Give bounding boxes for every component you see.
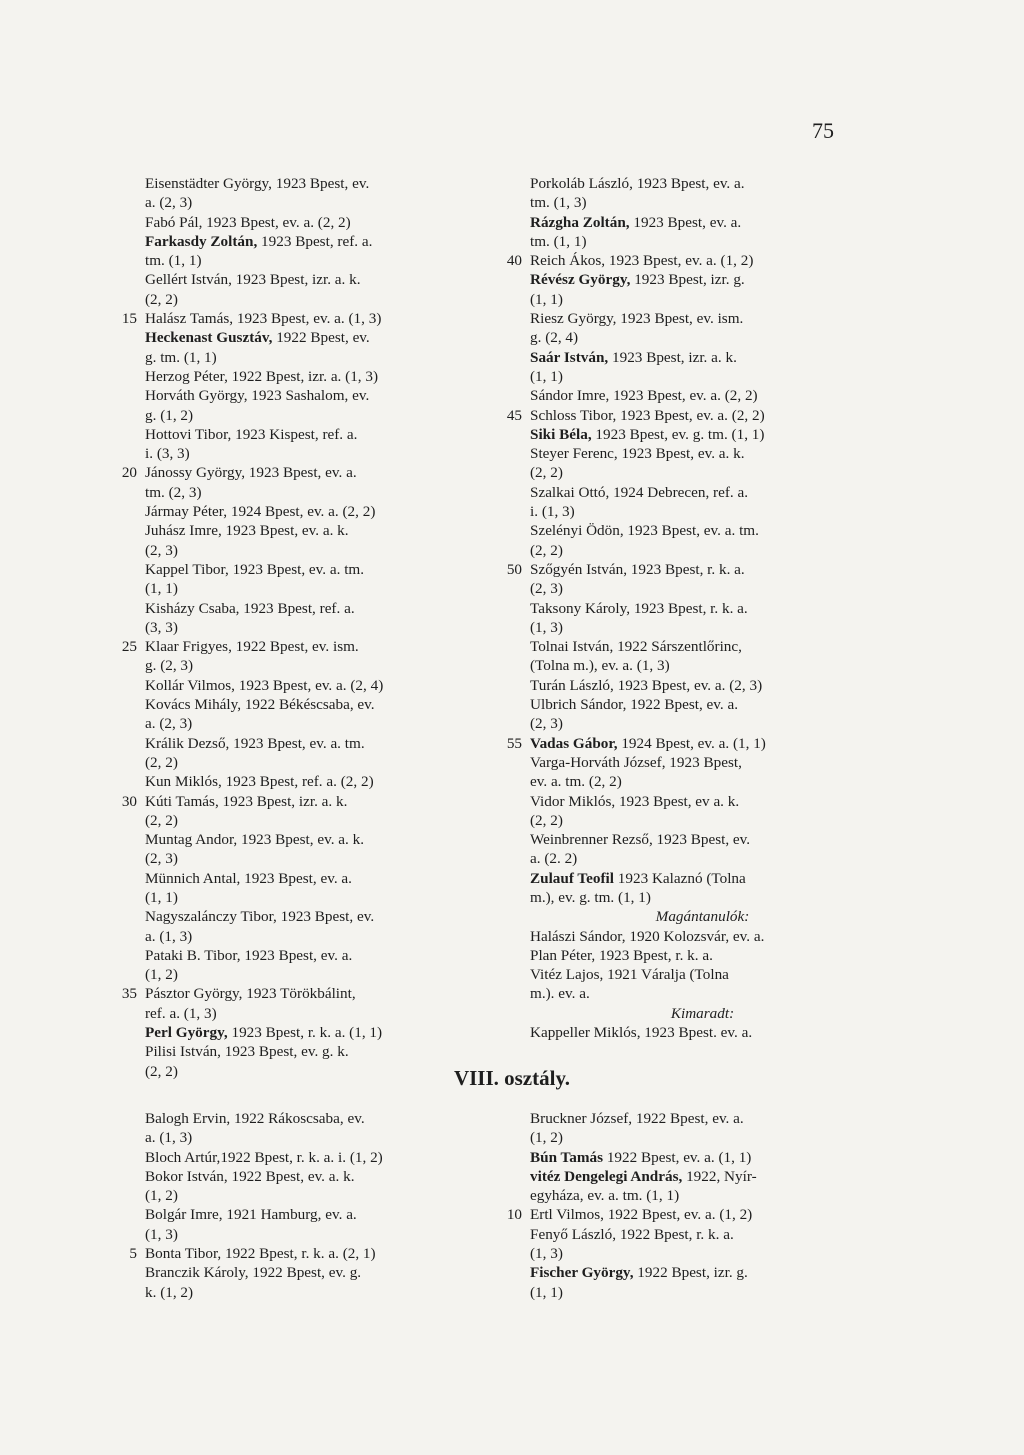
- line-text: 1923 Bpest, r. k. a. (1, 1): [227, 1024, 383, 1042]
- line-text: (1, 1): [530, 1283, 563, 1301]
- line-text: Kovács Mihály, 1922 Békéscsaba, ev.: [145, 696, 375, 714]
- roster-line: [145, 1167, 475, 1186]
- roster-line: [145, 753, 475, 772]
- roster-line: [530, 927, 875, 946]
- student-name-bold: Vadas Gábor,: [530, 734, 618, 752]
- roster-line: [145, 1128, 475, 1147]
- roster-line: [121, 792, 475, 811]
- roster-line: [530, 213, 875, 232]
- line-text: Reich Ákos, 1923 Bpest, ev. a. (1, 2): [530, 252, 754, 270]
- roster-line: [145, 406, 475, 425]
- roster-line: [145, 328, 475, 347]
- line-text: Bloch Artúr,1922 Bpest, r. k. a. i. (1, 2): [145, 1148, 383, 1166]
- roster-line: [145, 946, 475, 965]
- line-text: Branczik Károly, 1922 Bpest, ev. g.: [145, 1264, 362, 1282]
- line-text: i. (3, 3): [145, 445, 190, 463]
- line-text: a. (2. 2): [530, 850, 578, 868]
- roster-line: [121, 984, 475, 1003]
- line-text: (Tolna m.), ev. a. (1, 3): [530, 657, 670, 675]
- roster-line: [145, 927, 475, 946]
- line-text: (1, 3): [145, 1225, 178, 1243]
- roster-line: [145, 425, 475, 444]
- column-right-top: [506, 174, 875, 1042]
- line-text: Klaar Frigyes, 1922 Bpest, ev. ism.: [145, 638, 359, 656]
- roster-line: [145, 965, 475, 984]
- roster-line: [506, 406, 875, 425]
- roster-line: [145, 502, 475, 521]
- line-text: Szalkai Ottó, 1924 Debrecen, ref. a.: [530, 483, 749, 501]
- roster-line: [145, 830, 475, 849]
- roster-line: [530, 695, 875, 714]
- line-text: (2, 3): [530, 580, 563, 598]
- roster-line: [530, 174, 875, 193]
- roster-line: [506, 1205, 875, 1224]
- roster-line: [530, 425, 875, 444]
- line-text: Ertl Vilmos, 1922 Bpest, ev. a. (1, 2): [530, 1206, 753, 1224]
- line-text: tm. (1, 1): [145, 252, 202, 270]
- line-text: g. (2, 3): [145, 657, 194, 675]
- line-text: 1923 Bpest, ref. a.: [257, 232, 373, 250]
- line-text: (2, 3): [145, 850, 178, 868]
- line-text: Pásztor György, 1923 Törökbálint,: [145, 985, 356, 1003]
- line-text: (3, 3): [145, 618, 178, 636]
- line-text: 1923 Kalaznó (Tolna: [613, 869, 746, 887]
- roster-line: [530, 386, 875, 405]
- line-text: Schloss Tibor, 1923 Bpest, ev. a. (2, 2): [530, 406, 765, 424]
- line-text: Halászi Sándor, 1920 Kolozsvár, ev. a.: [530, 927, 765, 945]
- line-text: i. (1, 3): [530, 503, 575, 521]
- roster-line: [145, 386, 475, 405]
- line-text: ev. a. tm. (2, 2): [530, 773, 622, 791]
- roster-line: [530, 1148, 875, 1167]
- roster-line: [530, 946, 875, 965]
- roster-line: [145, 695, 475, 714]
- roster-line: [145, 618, 475, 637]
- roster-line: [145, 560, 475, 579]
- line-text: Turán László, 1923 Bpest, ev. a. (2, 3): [530, 676, 763, 694]
- line-text: Hottovi Tibor, 1923 Kispest, ref. a.: [145, 425, 358, 443]
- line-text: (1, 1): [145, 580, 178, 598]
- roster-line: [145, 483, 475, 502]
- line-text: Taksony Károly, 1923 Bpest, r. k. a.: [530, 599, 748, 617]
- line-text: m.). ev. a.: [530, 985, 590, 1003]
- roster-line: [530, 753, 875, 772]
- line-text: m.), ev. g. tm. (1, 1): [530, 888, 651, 906]
- line-text: Kúti Tamás, 1923 Bpest, izr. a. k.: [145, 792, 348, 810]
- line-text: (1, 3): [530, 1245, 563, 1263]
- roster-line: [530, 309, 875, 328]
- line-text: Kun Miklós, 1923 Bpest, ref. a. (2, 2): [145, 773, 374, 791]
- line-number: 35: [121, 985, 137, 1003]
- roster-line: [530, 328, 875, 347]
- roster-line: [145, 869, 475, 888]
- roster-line: [145, 676, 475, 695]
- student-name-bold: Saár István,: [530, 348, 609, 366]
- roster-line: [145, 1004, 475, 1023]
- line-text: Vitéz Lajos, 1921 Váralja (Tolna: [530, 966, 729, 984]
- roster-line: [145, 193, 475, 212]
- roster-line: [129, 1244, 475, 1263]
- line-text: (2, 2): [530, 811, 563, 829]
- student-name-bold: Farkasdy Zoltán,: [145, 232, 258, 250]
- line-text: Varga-Horváth József, 1923 Bpest,: [530, 753, 742, 771]
- roster-line: [145, 1225, 475, 1244]
- roster-line: [145, 772, 475, 791]
- roster-line: [530, 1109, 875, 1128]
- line-text: Horváth György, 1923 Sashalom, ev.: [145, 387, 370, 405]
- line-text: Jármay Péter, 1924 Bpest, ev. a. (2, 2): [145, 503, 376, 521]
- roster-line: [530, 270, 875, 289]
- roster-line: [530, 1186, 875, 1205]
- roster-line: [530, 714, 875, 733]
- line-text: (1, 1): [145, 888, 178, 906]
- roster-line: [145, 444, 475, 463]
- line-text: tm. (1, 1): [530, 232, 587, 250]
- line-text: (2, 2): [145, 1062, 178, 1080]
- line-text: Pilisi István, 1923 Bpest, ev. g. k.: [145, 1043, 349, 1061]
- roster-line: [530, 1244, 875, 1263]
- roster-line: [530, 792, 875, 811]
- roster-line: [121, 309, 475, 328]
- roster-line: [530, 888, 875, 907]
- roster-line: [145, 213, 475, 232]
- roster-line: [530, 348, 875, 367]
- roster-line: [530, 1225, 875, 1244]
- roster-line: [145, 1023, 475, 1042]
- roster-line: [145, 1148, 475, 1167]
- roster-line: [530, 618, 875, 637]
- line-text: k. (1, 2): [145, 1283, 194, 1301]
- roster-line: [530, 676, 875, 695]
- line-number: 5: [129, 1245, 137, 1263]
- roster-line: [145, 1205, 475, 1224]
- roster-line: [145, 367, 475, 386]
- student-name-bold: Zulauf Teofil: [530, 869, 614, 887]
- line-text: 1922 Bpest, ev. a. (1, 1): [603, 1148, 752, 1166]
- line-text: (1, 2): [530, 1129, 563, 1147]
- line-text: Nagyszalánczy Tibor, 1923 Bpest, ev.: [145, 908, 375, 926]
- line-text: Steyer Ferenc, 1923 Bpest, ev. a. k.: [530, 445, 745, 463]
- roster-line: [145, 541, 475, 560]
- roster-line: [530, 637, 875, 656]
- roster-line: [530, 869, 875, 888]
- line-text: Szőgyén István, 1923 Bpest, r. k. a.: [530, 560, 745, 578]
- line-number: 45: [506, 406, 522, 424]
- line-text: (2, 2): [145, 811, 178, 829]
- line-number: 10: [506, 1206, 522, 1224]
- student-name-bold: Rázgha Zoltán,: [530, 213, 630, 231]
- line-text: Weinbrenner Rezső, 1923 Bpest, ev.: [530, 831, 751, 849]
- line-text: (2, 3): [145, 541, 178, 559]
- line-text: ref. a. (1, 3): [145, 1004, 217, 1022]
- roster-line: [145, 656, 475, 675]
- line-text: 1922 Bpest, ev.: [272, 329, 370, 347]
- line-text: Kisházy Csaba, 1923 Bpest, ref. a.: [145, 599, 355, 617]
- line-text: (2, 2): [530, 541, 563, 559]
- roster-line: [530, 541, 875, 560]
- line-text: Muntag Andor, 1923 Bpest, ev. a. k.: [145, 831, 365, 849]
- line-text: (1, 2): [145, 966, 178, 984]
- roster-line: [145, 1042, 475, 1061]
- roster-line: [506, 734, 875, 753]
- line-text: Králik Dezső, 1923 Bpest, ev. a. tm.: [145, 734, 365, 752]
- line-text: 1923 Bpest, ev. a.: [629, 213, 742, 231]
- student-name-bold: Heckenast Gusztáv,: [145, 329, 273, 347]
- roster-line: [145, 888, 475, 907]
- line-text: Tolnai István, 1922 Sárszentlőrinc,: [530, 638, 742, 656]
- roster-line: [530, 232, 875, 251]
- roster-line: [145, 251, 475, 270]
- line-text: (1, 3): [530, 618, 563, 636]
- line-text: a. (1, 3): [145, 927, 193, 945]
- line-text: Riesz György, 1923 Bpest, ev. ism.: [530, 310, 744, 328]
- student-name-bold: Bún Tamás: [530, 1148, 604, 1166]
- line-text: Sándor Imre, 1923 Bpest, ev. a. (2, 2): [530, 387, 758, 405]
- line-text: Balogh Ervin, 1922 Rákoscsaba, ev.: [145, 1110, 365, 1127]
- line-text: Kappeller Miklós, 1923 Bpest. ev. a.: [530, 1024, 753, 1042]
- page-number: 75: [812, 118, 834, 143]
- line-number: 30: [121, 792, 137, 810]
- roster-line: [530, 907, 875, 926]
- roster-line: [145, 811, 475, 830]
- line-text: Fabó Pál, 1923 Bpest, ev. a. (2, 2): [145, 213, 351, 231]
- roster-line: [530, 1167, 875, 1186]
- column-left-top: [121, 174, 475, 1081]
- student-name-bold: Siki Béla,: [530, 425, 592, 443]
- line-text: Ulbrich Sándor, 1922 Bpest, ev. a.: [530, 696, 739, 714]
- roster-line: [145, 290, 475, 309]
- roster-line: [530, 193, 875, 212]
- roster-line: [530, 811, 875, 830]
- line-text: (1, 2): [145, 1187, 178, 1205]
- line-text: (2, 2): [145, 753, 178, 771]
- roster-line: [530, 579, 875, 598]
- roster-line: [530, 521, 875, 540]
- roster-line: [145, 270, 475, 289]
- line-text: g. tm. (1, 1): [145, 348, 217, 366]
- roster-line: [145, 734, 475, 753]
- roster-line: [121, 637, 475, 656]
- line-text: Fenyő László, 1922 Bpest, r. k. a.: [530, 1225, 734, 1243]
- line-text: 1924 Bpest, ev. a. (1, 1): [617, 734, 766, 752]
- line-text: a. (2, 3): [145, 715, 193, 733]
- line-text: Gellért István, 1923 Bpest, izr. a. k.: [145, 271, 361, 289]
- roster-line: [530, 656, 875, 675]
- line-text: a. (1, 3): [145, 1129, 193, 1147]
- line-text: Bonta Tibor, 1922 Bpest, r. k. a. (2, 1): [145, 1245, 376, 1263]
- roster-line: [530, 1283, 875, 1302]
- roster-line: [145, 174, 475, 193]
- roster-line: [145, 599, 475, 618]
- line-text: Jánossy György, 1923 Bpest, ev. a.: [145, 464, 357, 482]
- subheading: Magántanulók:: [655, 908, 750, 926]
- roster-line: [530, 367, 875, 386]
- line-text: Porkoláb László, 1923 Bpest, ev. a.: [530, 175, 745, 192]
- student-name-bold: Révész György,: [530, 271, 631, 289]
- line-text: Halász Tamás, 1923 Bpest, ev. a. (1, 3): [145, 310, 382, 328]
- line-text: a. (2, 3): [145, 194, 193, 212]
- roster-line: [530, 984, 875, 1003]
- student-name-bold: vitéz Dengelegi András,: [530, 1167, 683, 1185]
- line-number: 20: [121, 464, 137, 482]
- roster-line: [145, 348, 475, 367]
- line-text: Eisenstädter György, 1923 Bpest, ev.: [145, 175, 370, 192]
- line-text: tm. (1, 3): [530, 194, 587, 212]
- line-text: Bokor István, 1922 Bpest, ev. a. k.: [145, 1167, 355, 1185]
- roster-line: [530, 1023, 875, 1042]
- line-text: g. (2, 4): [530, 329, 579, 347]
- subheading: Kimaradt:: [670, 1004, 735, 1022]
- line-number: 15: [121, 310, 137, 328]
- line-text: 1923 Bpest, ev. g. tm. (1, 1): [591, 425, 765, 443]
- column-right-bottom: [506, 1109, 875, 1302]
- line-text: (2, 2): [145, 290, 178, 308]
- line-text: Plan Péter, 1923 Bpest, r. k. a.: [530, 946, 713, 964]
- roster-line: [530, 1004, 875, 1023]
- line-text: Pataki B. Tibor, 1923 Bpest, ev. a.: [145, 946, 353, 964]
- line-number: 50: [506, 560, 522, 578]
- roster-line: [530, 290, 875, 309]
- section-title: VIII. osztály.: [453, 1066, 571, 1090]
- line-text: 1922 Bpest, izr. g.: [633, 1264, 748, 1282]
- roster-line: [530, 502, 875, 521]
- student-name-bold: Perl György,: [145, 1024, 228, 1042]
- line-text: (2, 3): [530, 715, 563, 733]
- student-name-bold: Fischer György,: [530, 1264, 634, 1282]
- line-text: Herzog Péter, 1922 Bpest, izr. a. (1, 3): [145, 367, 379, 385]
- roster-line: [530, 463, 875, 482]
- line-text: 1923 Bpest, izr. a. k.: [608, 348, 737, 366]
- roster-line: [506, 560, 875, 579]
- line-number: 55: [506, 734, 522, 752]
- line-text: (2, 2): [530, 464, 563, 482]
- roster-line: [145, 907, 475, 926]
- column-left-bottom: [129, 1109, 475, 1302]
- roster-line: [145, 232, 475, 251]
- roster-line: [145, 1283, 475, 1302]
- roster-line: [530, 1128, 875, 1147]
- line-number: 40: [506, 252, 522, 270]
- line-number: 25: [121, 638, 137, 656]
- line-text: tm. (2, 3): [145, 483, 202, 501]
- line-text: Münnich Antal, 1923 Bpest, ev. a.: [145, 869, 352, 887]
- roster-line: [145, 1109, 475, 1128]
- roster-line: [530, 483, 875, 502]
- line-text: Bolgár Imre, 1921 Hamburg, ev. a.: [145, 1206, 357, 1224]
- line-text: (1, 1): [530, 290, 563, 308]
- roster-line: [530, 772, 875, 791]
- roster-line: [145, 849, 475, 868]
- line-text: 1923 Bpest, izr. g.: [630, 271, 745, 289]
- roster-line: [145, 579, 475, 598]
- roster-line: [506, 251, 875, 270]
- line-text: (1, 1): [530, 367, 563, 385]
- roster-line: [145, 714, 475, 733]
- roster-line: [530, 849, 875, 868]
- roster-line: [530, 965, 875, 984]
- line-text: 1922, Nyír-: [682, 1167, 757, 1185]
- line-text: Kappel Tibor, 1923 Bpest, ev. a. tm.: [145, 560, 365, 578]
- line-text: Bruckner József, 1922 Bpest, ev. a.: [530, 1110, 744, 1127]
- line-text: Kollár Vilmos, 1923 Bpest, ev. a. (2, 4): [145, 676, 384, 694]
- roster-line: [530, 830, 875, 849]
- roster-line: [145, 1263, 475, 1282]
- line-text: Vidor Miklós, 1923 Bpest, ev a. k.: [530, 792, 740, 810]
- roster-line: [145, 1186, 475, 1205]
- line-text: g. (1, 2): [145, 406, 194, 424]
- roster-line: [530, 1263, 875, 1282]
- line-text: Juhász Imre, 1923 Bpest, ev. a. k.: [145, 522, 349, 540]
- roster-line: [145, 521, 475, 540]
- roster-line: [530, 599, 875, 618]
- line-text: Szelényi Ödön, 1923 Bpest, ev. a. tm.: [530, 522, 759, 540]
- roster-line: [530, 444, 875, 463]
- roster-line: [121, 463, 475, 482]
- line-text: egyháza, ev. a. tm. (1, 1): [530, 1187, 680, 1205]
